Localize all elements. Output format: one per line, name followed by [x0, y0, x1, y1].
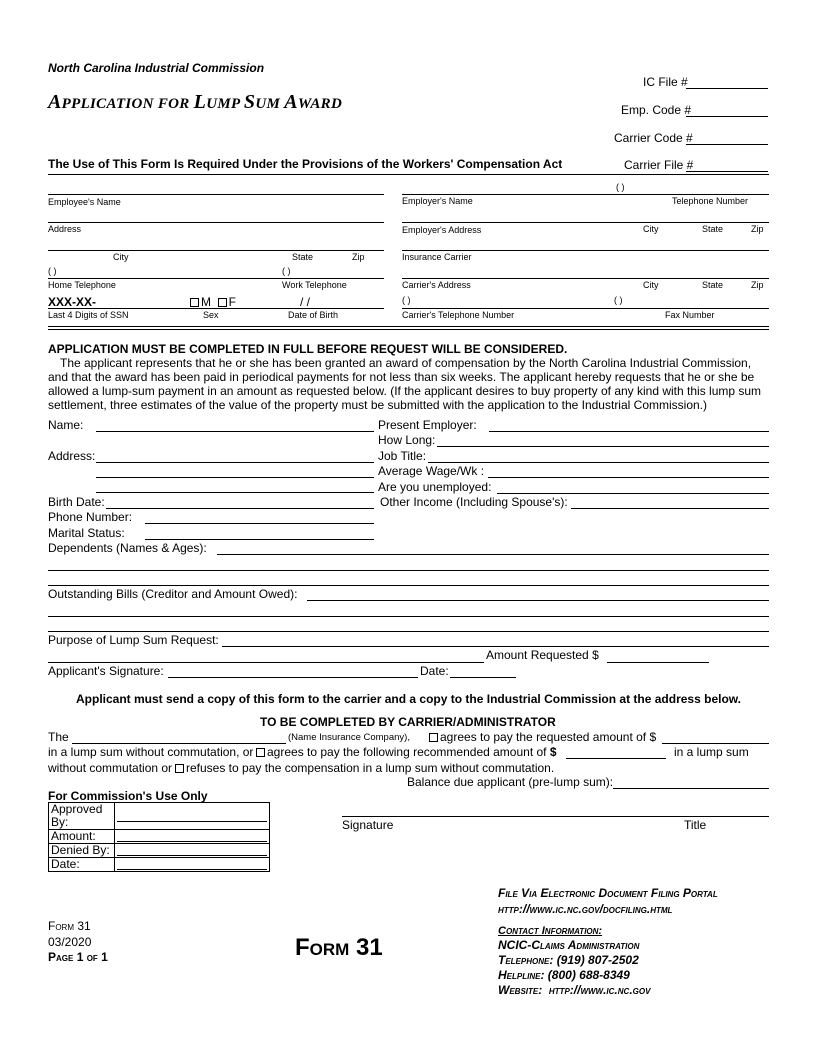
address-field[interactable]: [48, 222, 384, 223]
address-line-3[interactable]: [96, 492, 374, 493]
efile-url[interactable]: http://www.ic.nc.gov/docfiling.html: [498, 902, 673, 916]
applicant-signature-field[interactable]: [168, 677, 418, 678]
carrier-phone-paren: ( ): [402, 295, 411, 305]
notice-body: The applicant represents that he or she has been granted an award of compensation by the North Carolina Industrial Commission, and that the award has been paid in periodical payments for not less than six weeks. The applicant hereby requests that he or she be allowed a lump-sum payment in an amount as requested below. (If the applicant desires to buy property of any kind with this lump sum settlement, three estimates of the value of the property must be submitted with the application to the Industrial Commission.): [48, 356, 762, 412]
carrier-phone-fax-field[interactable]: [402, 308, 769, 309]
employer-name-label: Employer's Name: [402, 196, 473, 206]
carrier-city-label: City: [643, 280, 659, 290]
employer-city-label: City: [643, 224, 659, 234]
efile-instruction: File Via Electronic Document Filing Portal: [498, 886, 718, 900]
section-divider-bottom: [48, 329, 769, 330]
average-wage-label: Average Wage/Wk :: [378, 464, 485, 478]
section-divider-top: [48, 326, 769, 327]
unemployed-label: Are you unemployed:: [378, 480, 492, 494]
amount-requested-field[interactable]: [607, 662, 709, 663]
work-telephone-label: Work Telephone: [282, 280, 347, 290]
job-title-field[interactable]: [428, 462, 769, 463]
present-employer-label: Present Employer:: [378, 418, 477, 432]
marital-status-field[interactable]: [145, 539, 374, 540]
telephone-number-label: Telephone Number: [672, 196, 749, 206]
sex-checkboxes[interactable]: M F: [190, 295, 236, 309]
approved-by-field[interactable]: [115, 803, 270, 830]
approved-by-row: [49, 803, 270, 830]
address-line-1[interactable]: [96, 462, 374, 463]
employer-zip-label: Zip: [751, 224, 764, 234]
form-number-footer: Form 31: [48, 919, 91, 933]
sex-label: Sex: [203, 310, 219, 320]
amount-label: Amount:: [49, 830, 115, 844]
carrier-signature-field[interactable]: [342, 816, 769, 817]
carrier-code-field[interactable]: [686, 144, 768, 145]
refuses-option[interactable]: refuses to pay the compensation in a lump sum without commutation.: [175, 761, 554, 775]
insurance-carrier-label: Insurance Carrier: [402, 252, 472, 262]
agrees-requested-option[interactable]: agrees to pay the requested amount of $: [429, 730, 656, 744]
carrier-heading: TO BE COMPLETED BY CARRIER/ADMINISTRATOR: [260, 715, 556, 729]
other-income-field[interactable]: [571, 508, 769, 509]
home-telephone-label: Home Telephone: [48, 280, 116, 290]
helpline-line: Helpline: (800) 688-8349: [498, 968, 630, 982]
carrier-address-label: Carrier's Address: [402, 280, 471, 290]
website-link[interactable]: http://www.ic.nc.gov: [548, 983, 651, 997]
bills-line-3[interactable]: [48, 631, 769, 632]
ic-file-label: IC File #: [643, 75, 688, 89]
address-label: Address: [48, 224, 82, 234]
carrier-line3: without commutation or: [48, 761, 173, 775]
purpose-line-2[interactable]: [48, 662, 484, 663]
city-label: City: [113, 252, 129, 262]
insurance-company-field[interactable]: [72, 743, 286, 744]
carrier-address-field[interactable]: [402, 278, 769, 279]
carrier-file-field[interactable]: [686, 171, 768, 172]
contact-org: NCIC-Claims Administration: [498, 938, 640, 952]
dependents-line-3[interactable]: [48, 585, 769, 586]
carrier-code-label: Carrier Code #: [614, 131, 693, 145]
commission-name: North Carolina Industrial Commission: [48, 61, 265, 75]
form-subtitle: The Use of This Form Is Required Under the Provisions of the Workers' Compensation Act: [48, 157, 563, 171]
date-field[interactable]: [115, 858, 270, 872]
applicant-signature-label: Applicant's Signature:: [48, 664, 164, 678]
average-wage-field[interactable]: [488, 477, 769, 478]
in-lump-sum: in a lump sum: [674, 745, 749, 759]
zip-label: Zip: [352, 252, 365, 262]
page-number-footer: Page 1 of 1: [48, 950, 108, 964]
work-phone-paren: ( ): [282, 266, 291, 276]
dependents-line-2[interactable]: [48, 570, 769, 571]
name-ins-label: (Name Insurance Company),: [288, 732, 410, 743]
approved-by-label: Approved By:: [49, 803, 115, 830]
requested-amount-field[interactable]: [662, 743, 769, 744]
website-line: Website: http://www.ic.nc.gov: [498, 983, 651, 997]
bills-line-2[interactable]: [48, 616, 769, 617]
balance-label: Balance due applicant (pre-lump sum):: [407, 775, 614, 789]
birth-date-label: Birth Date:: [48, 495, 105, 509]
emp-code-label: Emp. Code #: [621, 103, 692, 117]
telephone-field[interactable]: [48, 278, 384, 279]
fax-paren: ( ): [614, 295, 623, 305]
unemployed-field[interactable]: [497, 493, 769, 494]
employer-address-field[interactable]: [402, 222, 769, 223]
dob-label: Date of Birth: [288, 310, 339, 320]
commission-use-heading: For Commission's Use Only: [48, 789, 208, 803]
purpose-field[interactable]: [222, 646, 769, 647]
dependents-field[interactable]: [217, 554, 769, 555]
fax-number-label: Fax Number: [665, 310, 715, 320]
job-title-label: Job Title:: [378, 449, 427, 463]
address-field-label: Address:: [48, 449, 96, 463]
carrier-state-label: State: [702, 280, 724, 290]
denied-by-field[interactable]: [115, 844, 270, 858]
carrier-zip-label: Zip: [751, 280, 764, 290]
phone-number-label: Phone Number:: [48, 510, 133, 524]
purpose-label: Purpose of Lump Sum Request:: [48, 633, 219, 647]
balance-field[interactable]: [613, 788, 769, 789]
outstanding-bills-field[interactable]: [307, 600, 769, 601]
carrier-the: The: [48, 730, 69, 744]
refuses-checkbox[interactable]: [175, 764, 184, 773]
employer-name-field[interactable]: [402, 194, 769, 195]
recommended-amount-field[interactable]: [566, 758, 666, 759]
carrier-telephone-label: Carrier's Telephone Number: [402, 310, 515, 320]
dependents-label: Dependents (Names & Ages):: [48, 541, 207, 555]
marital-status-label: Marital Status:: [48, 526, 125, 540]
carrier-signature-label: Signature: [342, 818, 394, 832]
emp-code-field[interactable]: [686, 116, 768, 117]
insurance-carrier-field[interactable]: [402, 250, 769, 251]
ssn-label: Last 4 Digits of SSN: [48, 310, 129, 320]
date-label: Date:: [49, 858, 115, 872]
sex-f-checkbox[interactable]: [218, 298, 227, 307]
other-income-label: Other Income (Including Spouse's):: [380, 495, 568, 509]
form-date-footer: 03/2020: [48, 935, 92, 949]
header-divider: [48, 174, 769, 175]
home-phone-paren: ( ): [48, 266, 57, 276]
date-row: [49, 858, 270, 872]
birth-date-field[interactable]: [106, 508, 374, 509]
signature-date-field[interactable]: [450, 677, 516, 678]
carrier-title-label: Title: [684, 818, 707, 832]
ic-file-field[interactable]: [686, 88, 768, 89]
form-title: APPLICATION FOR LUMP SUM AWARD: [48, 91, 343, 113]
copy-instruction: Applicant must send a copy of this form to the carrier and a copy to the Industrial Commission at the address below.: [76, 692, 742, 706]
agrees-recommended-option[interactable]: agrees to pay the following recommended amount of $: [256, 745, 557, 759]
commission-use-table: [48, 802, 270, 872]
amount-requested-label: Amount Requested $: [486, 648, 599, 662]
outstanding-bills-label: Outstanding Bills (Creditor and Amount Owed):: [48, 587, 298, 601]
denied-by-label: Denied By:: [49, 844, 115, 858]
address-line-2[interactable]: [96, 477, 374, 478]
agrees-recommended-checkbox[interactable]: [256, 748, 265, 757]
city-state-zip-field[interactable]: [48, 250, 384, 251]
ssn-value: XXX-XX-: [48, 295, 97, 309]
denied-by-row: [49, 844, 270, 858]
amount-row: [49, 830, 270, 844]
present-employer-field[interactable]: [489, 431, 769, 432]
how-long-field[interactable]: [437, 446, 769, 447]
agrees-requested-checkbox[interactable]: [429, 733, 438, 742]
carrier-file-label: Carrier File #: [624, 158, 694, 172]
employer-phone-paren: ( ): [616, 182, 625, 192]
form-31-large: Form 31: [295, 934, 383, 961]
ssn-sex-dob-field[interactable]: [48, 308, 384, 309]
state-label: State: [292, 252, 314, 262]
phone-number-field[interactable]: [145, 523, 374, 524]
how-long-label: How Long:: [378, 433, 436, 447]
carrier-line2: in a lump sum without commutation, or: [48, 745, 254, 759]
signature-date-label: Date:: [420, 664, 449, 678]
name-field[interactable]: [96, 431, 374, 432]
employer-state-label: State: [702, 224, 724, 234]
amount-field[interactable]: [115, 830, 270, 844]
dob-slashes: / /: [300, 295, 311, 309]
contact-label: Contact Information:: [498, 925, 603, 937]
employee-name-field[interactable]: [48, 194, 384, 195]
notice-heading: APPLICATION MUST BE COMPLETED IN FULL BEFORE REQUEST WILL BE CONSIDERED.: [48, 342, 568, 356]
sex-m-checkbox[interactable]: [190, 298, 199, 307]
employer-address-label: Employer's Address: [402, 225, 482, 235]
name-label: Name:: [48, 418, 84, 432]
telephone-line: Telephone: (919) 807-2502: [498, 953, 639, 967]
employee-name-label: Employee's Name: [48, 197, 121, 207]
